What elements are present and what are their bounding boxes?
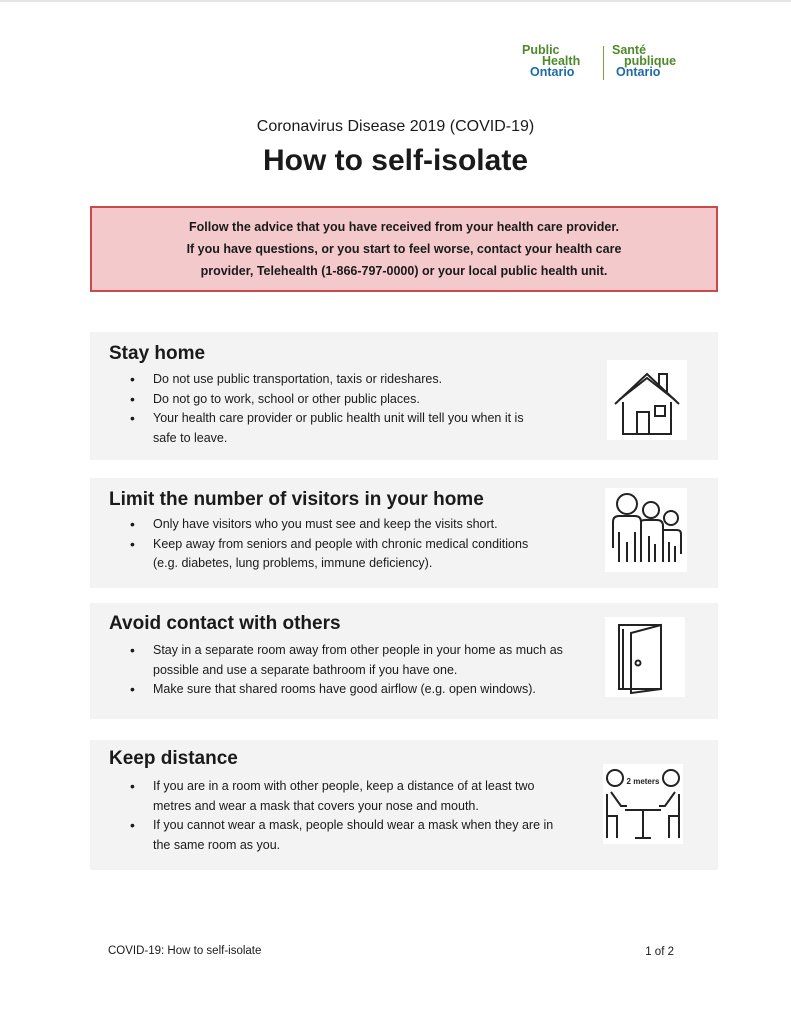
people-group-icon [605, 488, 687, 572]
advice-alert-box [90, 206, 718, 292]
distance-label: 2 meters [626, 777, 660, 786]
bullet-item: • Stay in a separate room away from other people in your home as much as possible and use a separate bathroom if you have one. [127, 641, 567, 680]
bullet-item: • Only have visitors who you must see and keep the visits short. [127, 515, 547, 535]
alert-line-2: If you have questions, or you start to feel worse, contact your health care [186, 242, 622, 256]
bullet-item: • Your health care provider or public health unit will tell you when it is safe to leave. [127, 409, 547, 448]
footer-document-name: COVID-19: How to self-isolate [108, 945, 262, 957]
logo-fr-line-2: publique [624, 54, 677, 68]
logo-fr-line-3: Ontario [616, 65, 661, 79]
bullet-item: • Make sure that shared rooms have good airflow (e.g. open windows). [127, 680, 567, 700]
logo-en-line-3: Ontario [530, 65, 575, 79]
open-door-icon [605, 617, 685, 697]
section-limit-visitors [90, 478, 718, 588]
bullet-item: • Do not use public transportation, taxis or rideshares. [127, 370, 547, 390]
bullet-item: • Keep away from seniors and people with chronic medical conditions (e.g. diabetes, lung problems, immune deficiency). [127, 535, 547, 574]
section-heading: Keep distance [109, 748, 238, 769]
bullet-list [127, 370, 547, 448]
section-heading: Limit the number of visitors in your home [109, 489, 484, 510]
bullet-list [127, 515, 547, 574]
logo-divider [603, 46, 604, 80]
distance-icon [603, 764, 683, 844]
alert-line-1: Follow the advice that you have received from your health care provider. [189, 220, 619, 234]
public-health-ontario-logo [522, 45, 692, 89]
bullet-item: • If you are in a room with other people, keep a distance of at least two metres and wear a mask that covers your nose and mouth. [127, 777, 567, 816]
document-title: How to self-isolate [262, 144, 529, 177]
section-stay-home [90, 332, 718, 460]
document-subtitle: Coronavirus Disease 2019 (COVID-19) [256, 118, 535, 135]
footer-page-number: 1 of 2 [645, 946, 674, 958]
section-avoid-contact [90, 603, 718, 719]
section-keep-distance [90, 740, 718, 870]
bullet-list [127, 641, 567, 700]
section-heading: Stay home [109, 343, 206, 364]
top-rule [0, 0, 791, 2]
logo-french [612, 45, 692, 78]
house-icon [607, 360, 687, 440]
bullet-list [127, 777, 567, 855]
bullet-item: • If you cannot wear a mask, people should wear a mask when they are in the same room as you. [127, 816, 567, 855]
logo-en-line-1: Public [522, 43, 560, 57]
logo-fr-line-1: Santé [612, 43, 647, 57]
logo-en-line-2: Health [542, 54, 581, 68]
bullet-item: • Do not go to work, school or other public places. [127, 390, 547, 410]
section-heading: Avoid contact with others [109, 613, 341, 634]
alert-line-3: provider, Telehealth (1-866-797-0000) or your local public health unit. [200, 264, 608, 278]
logo-english [522, 45, 598, 78]
